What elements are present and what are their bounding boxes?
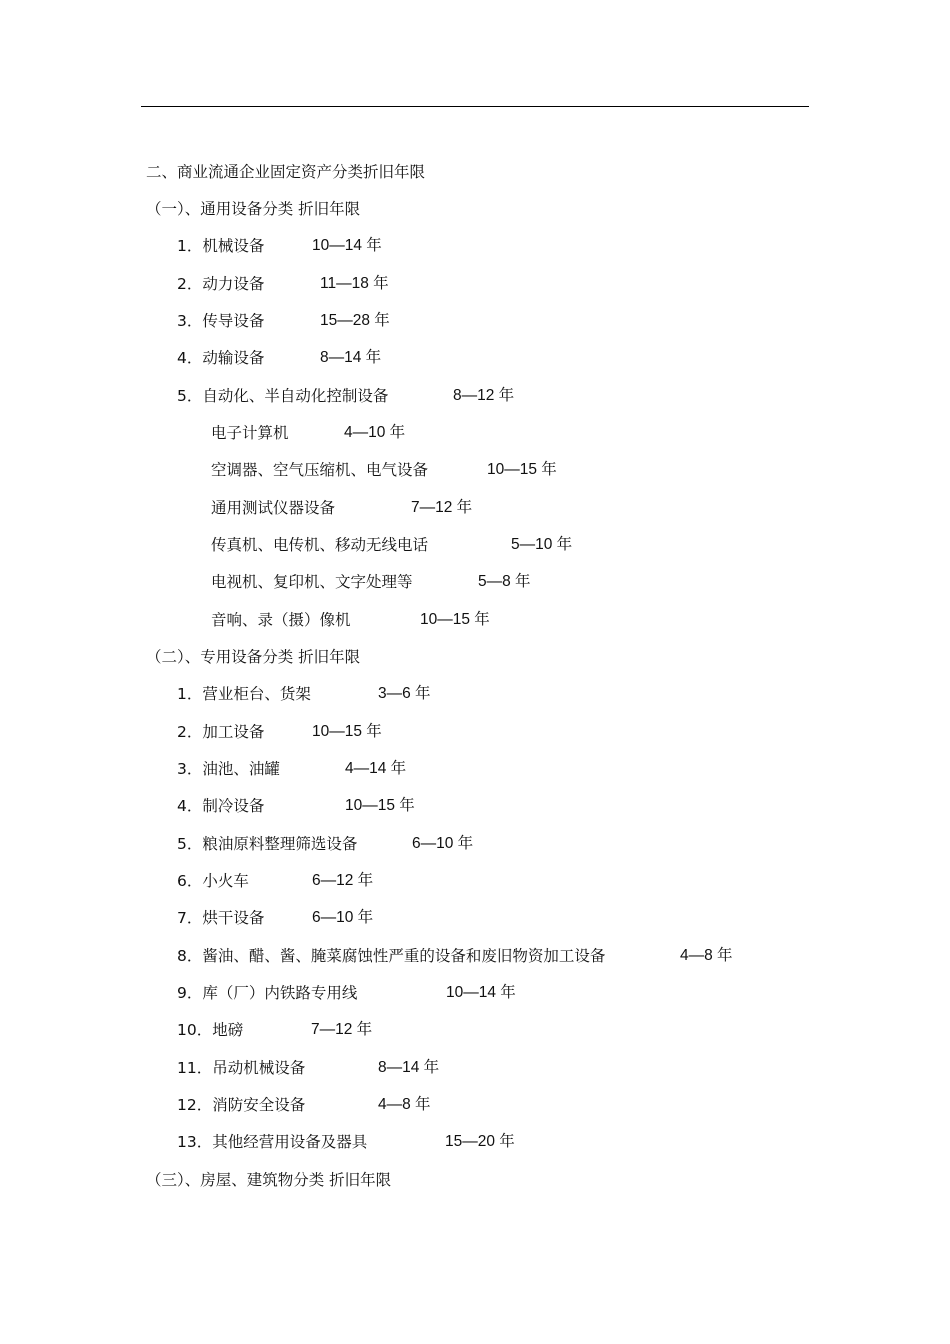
item-years: 4—8 年	[680, 947, 733, 964]
list-item	[177, 946, 733, 966]
list-item	[177, 386, 515, 406]
page-heading: 二、商业流通企业固定资产分类折旧年限	[146, 163, 426, 181]
list-item	[177, 1095, 431, 1115]
list-item	[177, 1020, 373, 1040]
item-years: 10—15 年	[312, 723, 382, 740]
item-label: 3．传导设备	[177, 312, 265, 330]
item-label: 2．加工设备	[177, 723, 265, 741]
item-years: 15—20 年	[445, 1133, 515, 1150]
item-years: 6—12 年	[312, 872, 374, 889]
list-item	[211, 498, 473, 518]
item-years: 8—14 年	[320, 349, 382, 366]
list-item	[177, 1058, 440, 1078]
item-label: 4．动输设备	[177, 349, 265, 367]
list-item	[177, 311, 390, 331]
item-label: 电子计算机	[211, 424, 289, 442]
section-title-special-equipment: （二）、专用设备分类 折旧年限	[146, 648, 361, 666]
item-years: 11—18 年	[320, 275, 389, 292]
list-item	[177, 348, 382, 368]
list-item	[211, 423, 406, 443]
section-title-buildings: （三）、房屋、建筑物分类 折旧年限	[146, 1171, 392, 1189]
item-label: 5．粮油原料整理筛选设备	[177, 835, 358, 853]
item-years: 5—8 年	[478, 573, 531, 590]
list-item	[177, 722, 382, 742]
item-label: 8．酱油、醋、酱、腌菜腐蚀性严重的设备和废旧物资加工设备	[177, 947, 606, 965]
list-item	[177, 1132, 515, 1152]
item-label: 6．小火车	[177, 872, 249, 890]
item-label: 通用测试仪器设备	[211, 499, 336, 517]
item-years: 10—14 年	[312, 237, 382, 254]
item-years: 6—10 年	[312, 909, 374, 926]
list-item	[211, 535, 573, 555]
item-label: 1．营业柜台、货架	[177, 685, 311, 703]
list-item	[177, 983, 516, 1003]
item-label: 3．油池、油罐	[177, 760, 280, 778]
item-years: 4—10 年	[344, 424, 406, 441]
item-label: 电视机、复印机、文字处理等	[211, 573, 413, 591]
list-item	[177, 908, 374, 928]
list-item	[177, 684, 431, 704]
list-item	[211, 610, 490, 630]
item-years: 8—14 年	[378, 1059, 440, 1076]
list-item	[177, 759, 407, 779]
item-label: 音响、录（摄）像机	[211, 611, 351, 629]
item-years: 10—15 年	[345, 797, 415, 814]
item-years: 4—8 年	[378, 1096, 431, 1113]
list-item	[211, 572, 531, 592]
item-years: 10—15 年	[420, 611, 490, 628]
item-label: 7．烘干设备	[177, 909, 265, 927]
item-label: 传真机、电传机、移动无线电话	[211, 536, 429, 554]
list-item	[177, 796, 415, 816]
section-title-general-equipment: （一）、通用设备分类 折旧年限	[146, 200, 361, 218]
item-label: 空调器、空气压缩机、电气设备	[211, 461, 429, 479]
list-item	[177, 274, 389, 294]
header-rule	[141, 106, 809, 107]
item-label: 10．地磅	[177, 1021, 244, 1039]
item-years: 10—14 年	[446, 984, 516, 1001]
list-item	[177, 834, 474, 854]
item-label: 4．制冷设备	[177, 797, 265, 815]
item-label: 12．消防安全设备	[177, 1096, 306, 1114]
item-label: 9．库（厂）内铁路专用线	[177, 984, 358, 1002]
item-label: 13．其他经营用设备及器具	[177, 1133, 368, 1151]
list-item	[177, 236, 382, 256]
item-years: 3—6 年	[378, 685, 431, 702]
item-label: 5．自动化、半自动化控制设备	[177, 387, 389, 405]
item-years: 6—10 年	[412, 835, 474, 852]
item-years: 7—12 年	[411, 499, 473, 516]
item-years: 10—15 年	[487, 461, 557, 478]
item-years: 15—28 年	[320, 312, 390, 329]
item-years: 4—14 年	[345, 760, 407, 777]
item-years: 8—12 年	[453, 387, 515, 404]
item-label: 2．动力设备	[177, 275, 265, 293]
item-years: 7—12 年	[311, 1021, 373, 1038]
item-years: 5—10 年	[511, 536, 573, 553]
list-item	[177, 871, 374, 891]
item-label: 11．吊动机械设备	[177, 1059, 306, 1077]
list-item	[211, 460, 557, 480]
item-label: 1．机械设备	[177, 237, 265, 255]
